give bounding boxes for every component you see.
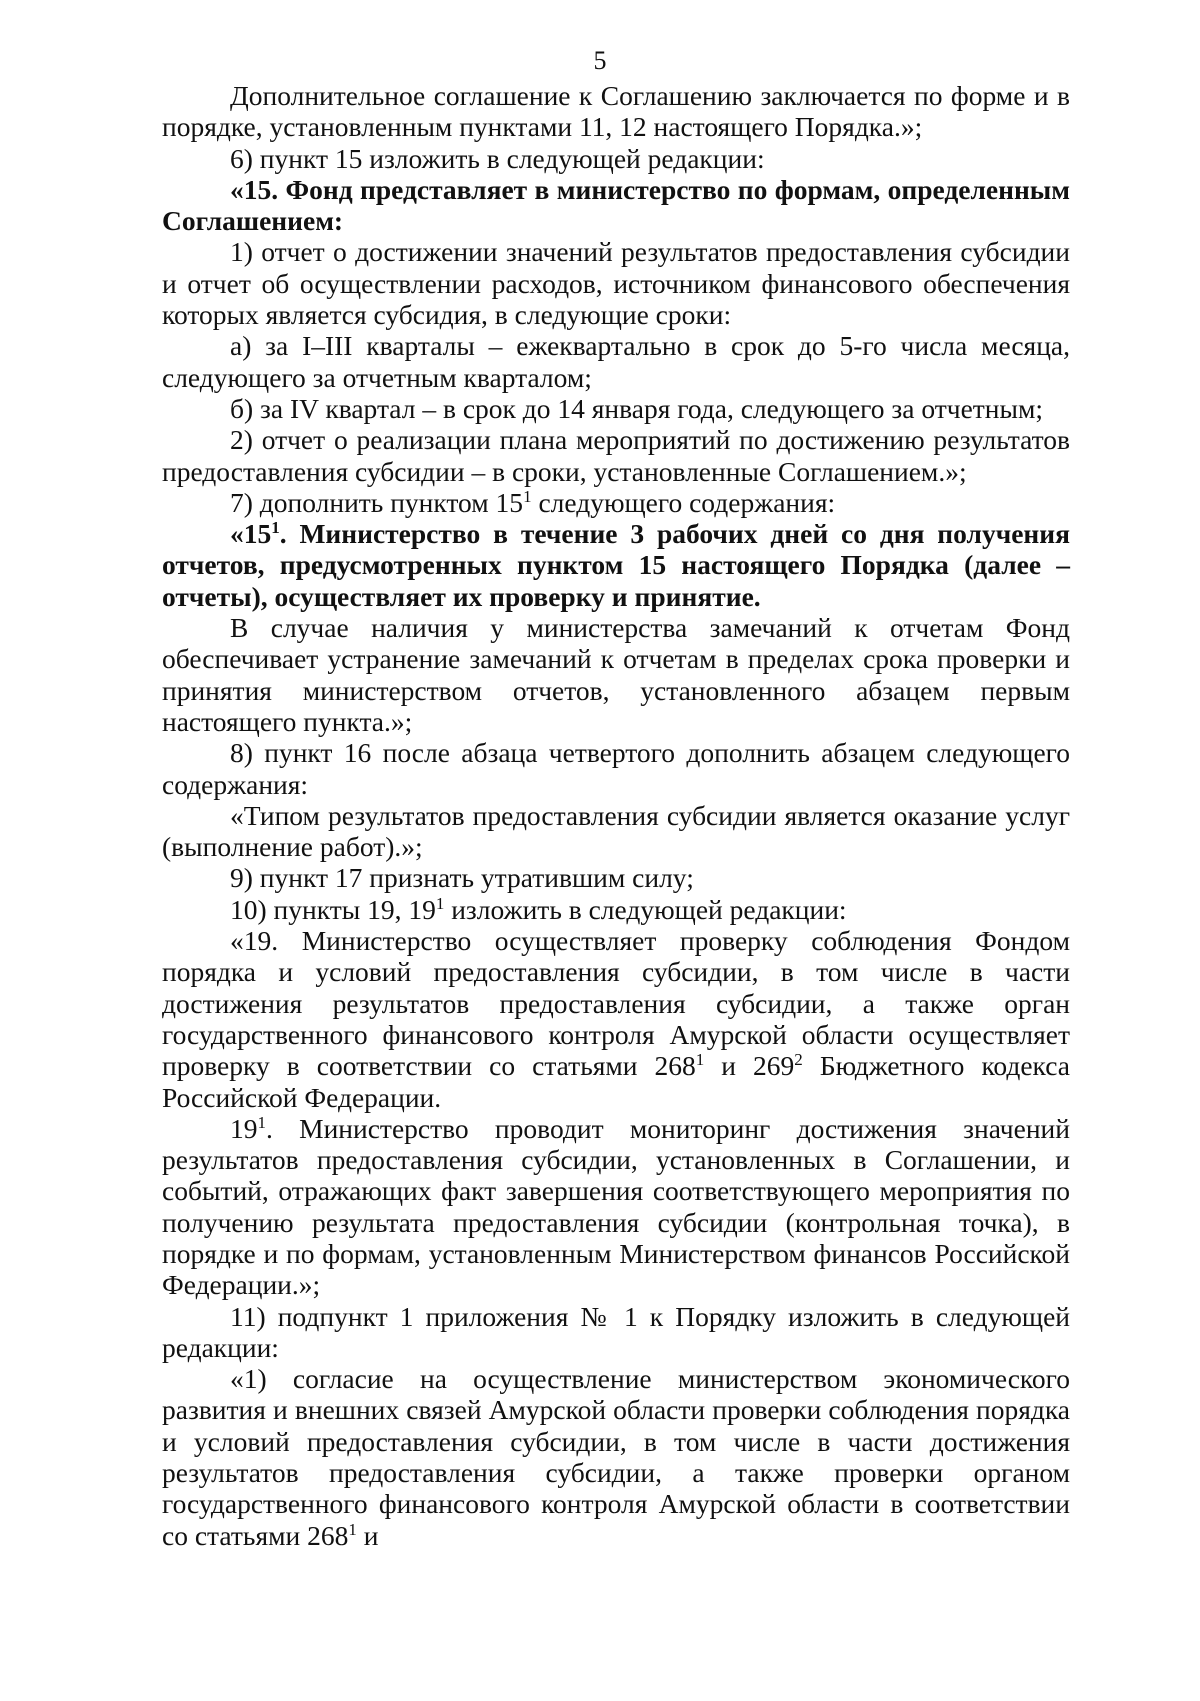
paragraph-text: Дополнительное соглашение к Соглашению заключается по форме и в порядке, установленным пунктами 11, 12 настоящего Порядка.»; — [162, 80, 1070, 143]
paragraph — [162, 236, 1070, 330]
paragraph-text: б) за IV квартал – в срок до 14 января года, следующего за отчетным; — [230, 392, 1044, 424]
superscript-index: 1 — [257, 1112, 266, 1132]
paragraph-text: а) за I–III кварталы – ежеквартально в срок до 5-го числа месяца, следующего за отчетным кварталом; — [162, 330, 1070, 393]
superscript-index: 1 — [348, 1519, 357, 1539]
paragraph-text: и — [356, 1519, 379, 1551]
paragraph — [162, 143, 1070, 174]
paragraph — [162, 424, 1070, 487]
paragraph-text: 10) пункты 19, 19 — [230, 893, 436, 925]
paragraph-text: 9) пункт 17 признать утратившим силу; — [230, 862, 694, 894]
paragraph-text: «19. Министерство осуществляет проверку соблюдения Фондом порядка и условий предоставления субсидии, в том числе в части достижения результатов предоставления субсидии, а также орган государственного финансового контроля Амурской области осуществляет проверку в соответствии со статьями 268 — [162, 925, 1070, 1082]
paragraph-text: 11) подпункт 1 приложения № 1 к Порядку изложить в следующей редакции: — [162, 1300, 1070, 1363]
paragraph-text: 19 — [230, 1112, 258, 1144]
paragraph — [162, 1113, 1070, 1301]
paragraph-text: «15. Фонд представляет в министерство по формам, определенным Соглашением: — [162, 173, 1070, 237]
paragraph-text: 7) дополнить пунктом 15 — [230, 486, 524, 518]
superscript-index: 1 — [523, 486, 532, 506]
paragraph — [162, 800, 1070, 863]
paragraph-text: 6) пункт 15 изложить в следующей редакции: — [230, 142, 765, 174]
page-number: 5 — [593, 46, 607, 75]
paragraph — [162, 925, 1070, 1113]
document-body — [162, 80, 1070, 1551]
paragraph — [162, 862, 1070, 893]
paragraph — [162, 518, 1070, 612]
paragraph-text: изложить в следующей редакции: — [444, 893, 847, 925]
superscript-index: 1 — [435, 893, 445, 913]
paragraph — [162, 80, 1070, 143]
paragraph-text: «1) согласие на осуществление министерством экономического развития и внешних связей Амурской области проверки соблюдения порядка и условий предоставления субсидии, в том числе в части достижения результатов предоставления субсидии, а также проверки органом государственного финансового контроля Амурской области в соответствии со статьями 268 — [162, 1363, 1070, 1551]
paragraph — [162, 393, 1070, 424]
paragraph — [162, 174, 1070, 237]
superscript-index: 1 — [695, 1050, 705, 1070]
paragraph — [162, 894, 1070, 925]
paragraph-text: . Министерство проводит мониторинг достижения значений результатов предоставления субсидии, установленных в Соглашении, и событий, отражающих факт завершения соответствующего мероприятия по получению результата предоставления субсидии (контрольная точка), в порядке и по формам, установленным Министерством финансов Российской Федерации.»; — [162, 1112, 1070, 1301]
paragraph — [162, 330, 1070, 393]
paragraph — [162, 612, 1070, 737]
paragraph-text: Бюджетного кодекса Российской Федерации. — [162, 1050, 1070, 1113]
paragraph-text: В случае наличия у министерства замечаний к отчетам Фонд обеспечивает устранение замечаний к отчетам в пределах срока проверки и принятия министерством отчетов, установленного абзацем первым настоящего пункта.»; — [162, 612, 1070, 737]
paragraph-text: . Министерство в течение 3 рабочих дней со дня получения отчетов, предусмотренных пунктом 15 настоящего Порядка (далее – отчеты), осуществляет их проверку и принятие. — [162, 518, 1070, 612]
paragraph-text: «Типом результатов предоставления субсидии является оказание услуг (выполнение работ).»; — [162, 799, 1070, 863]
paragraph-text: и 269 — [704, 1050, 795, 1082]
paragraph-text: 8) пункт 16 после абзаца четвертого дополнить абзацем следующего содержания: — [162, 737, 1070, 800]
paragraph-text: 1) отчет о достижении значений результатов предоставления субсидии и отчет об осуществлении расходов, источником финансового обеспечения которых является субсидия, в следующие сроки: — [162, 236, 1070, 331]
paragraph — [162, 487, 1070, 518]
paragraph — [162, 1363, 1070, 1551]
paragraph — [162, 737, 1070, 800]
paragraph-text: 2) отчет о реализации плана мероприятий по достижению результатов предоставления субсидии – в сроки, установленные Соглашением.»; — [162, 424, 1070, 487]
paragraph-text: «15 — [230, 518, 272, 550]
superscript-index: 1 — [271, 517, 280, 537]
superscript-index: 2 — [794, 1050, 803, 1070]
paragraph — [162, 1301, 1070, 1364]
paragraph-text: следующего содержания: — [531, 486, 836, 518]
